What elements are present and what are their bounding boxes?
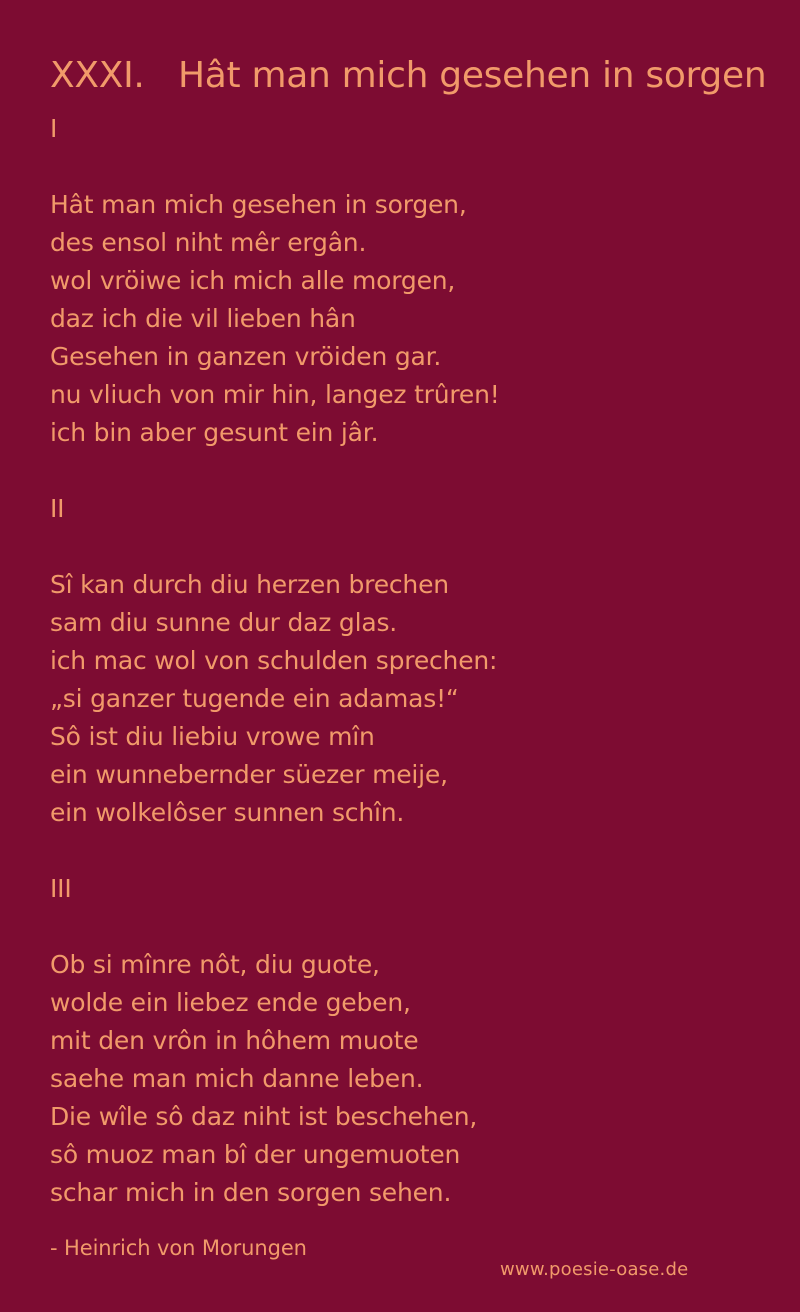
poem-line: nu vliuch von mir hin, langez trûren! bbox=[50, 380, 500, 409]
stanza-spacer bbox=[50, 452, 750, 490]
poem-line: Hât man mich gesehen in sorgen, bbox=[50, 190, 467, 219]
poem-body bbox=[50, 110, 750, 1212]
stanza-numeral: III bbox=[50, 874, 72, 903]
poem-line: ich mac wol von schulden sprechen: bbox=[50, 646, 498, 675]
stanza-3 bbox=[50, 870, 750, 1212]
poem-line: mit den vrôn in hôhem muote bbox=[50, 1026, 419, 1055]
poem-line: Gesehen in ganzen vröiden gar. bbox=[50, 342, 442, 371]
poem-title: XXXI. Hât man mich gesehen in sorgen bbox=[50, 55, 767, 96]
source-watermark: www.poesie-oase.de bbox=[500, 1259, 689, 1280]
poem-line: sam diu sunne dur daz glas. bbox=[50, 608, 398, 637]
poem-author: - Heinrich von Morungen bbox=[50, 1236, 307, 1260]
stanza-2 bbox=[50, 490, 750, 870]
stanza-numeral: I bbox=[50, 114, 58, 143]
poem-line: ich bin aber gesunt ein jâr. bbox=[50, 418, 379, 447]
stanza-spacer bbox=[50, 528, 750, 566]
poem-line: saehe man mich danne leben. bbox=[50, 1064, 424, 1093]
poem-line: wol vröiwe ich mich alle morgen, bbox=[50, 266, 456, 295]
poem-line: sô muoz man bî der ungemuoten bbox=[50, 1140, 461, 1169]
poem-line: Sî kan durch diu herzen brechen bbox=[50, 570, 449, 599]
poem-line: wolde ein liebez ende geben, bbox=[50, 988, 411, 1017]
poem-line: des ensol niht mêr ergân. bbox=[50, 228, 367, 257]
poem-line: ein wolkelôser sunnen schîn. bbox=[50, 798, 405, 827]
stanza-spacer bbox=[50, 148, 750, 186]
stanza-spacer bbox=[50, 832, 750, 870]
stanza-1 bbox=[50, 110, 750, 490]
poem-line: Die wîle sô daz niht ist beschehen, bbox=[50, 1102, 478, 1131]
poem-line: „si ganzer tugende ein adamas!“ bbox=[50, 684, 459, 713]
poem-line: schar mich in den sorgen sehen. bbox=[50, 1178, 452, 1207]
poem-line: Ob si mînre nôt, diu guote, bbox=[50, 950, 380, 979]
poem-line: ein wunnebernder süezer meije, bbox=[50, 760, 448, 789]
poem-line: daz ich die vil lieben hân bbox=[50, 304, 356, 333]
stanza-numeral: II bbox=[50, 494, 65, 523]
stanza-spacer bbox=[50, 908, 750, 946]
poem-line: Sô ist diu liebiu vrowe mîn bbox=[50, 722, 375, 751]
